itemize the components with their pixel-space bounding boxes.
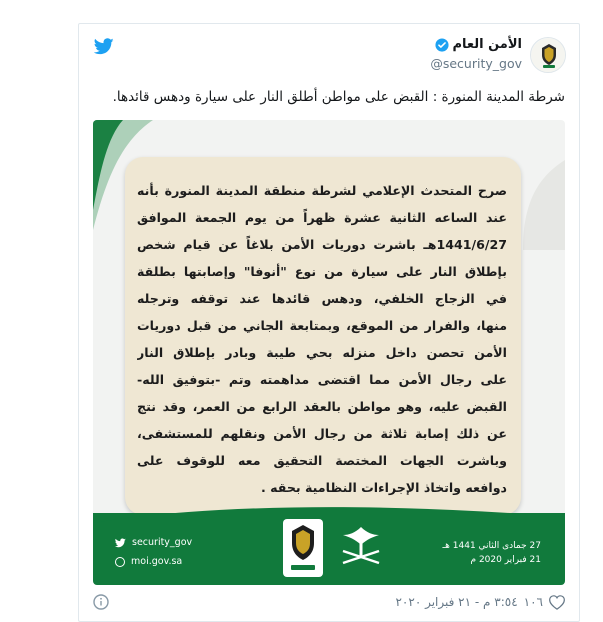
account-name[interactable]: الأمن العام (452, 37, 522, 52)
ministry-emblem (335, 523, 387, 573)
statement-line: على رجال الأمن مما اقتضى مداهمته وتم -بتوفيق الله- (137, 372, 507, 387)
footer-social-handle: security_gov (132, 537, 193, 548)
statement-line: القبض عليه، وهو مواطن بالعقد الرابع من العمر، وقد نتج (137, 399, 507, 414)
footer-social-row (115, 533, 192, 552)
heart-icon[interactable] (549, 595, 565, 610)
footer-dates (443, 539, 541, 567)
statement-line: 1441/6/27هـ باشرت دوريات الأمن بلاغاً عن قيام شخص (137, 237, 507, 252)
security-emblem-icon (531, 38, 566, 73)
tweet-text: شرطة المدينة المنورة : القبض على مواطن أطلق النار على سيارة ودهس قائدها. (112, 89, 565, 105)
avatar[interactable] (530, 37, 566, 73)
statement-line: منها، والفرار من الموقع، وبمتابعة الجاني من قبل دوريات (137, 318, 507, 333)
twitter-small-icon (115, 538, 126, 548)
footer-website: moi.gov.sa (131, 556, 183, 567)
verified-badge-icon (435, 38, 449, 52)
like-count[interactable]: ١٠٦ (523, 595, 543, 609)
statement-line: عن ذلك إصابة ثلاثة من رجال الأمن ونقلهم للمستشفى، (137, 426, 507, 441)
tweet-image[interactable] (93, 120, 565, 585)
footer-website-row (115, 552, 192, 571)
palm-swords-icon (335, 523, 387, 573)
statement-line: في الزجاج الخلفي، ودهس قائدها عند توقفه وترجله (137, 291, 507, 306)
info-icon[interactable] (93, 594, 109, 610)
tweet-card (78, 23, 580, 622)
statement-panel (125, 157, 521, 515)
like-and-time (395, 595, 565, 610)
footer-contacts (115, 533, 192, 571)
footer-logos (283, 515, 387, 577)
tweet-header (79, 24, 579, 84)
statement-line: عند الساعه الثانية عشرة ظهراً من يوم الجمعة الموافق (137, 210, 507, 225)
twitter-bird-icon[interactable] (94, 38, 114, 55)
globe-icon (115, 557, 125, 567)
gregorian-date: 21 فبراير 2020 م (470, 555, 541, 565)
statement-line: الأمن تحصن داخل منزله بحي طيبة وبادر بإطلاق النار (137, 345, 507, 360)
statement-line: صرح المتحدث الإعلامي لشرطة منطقة المدينة المنورة بأنه (137, 183, 507, 198)
statement-line: بإطلاق النار على سيارة من نوع "أنوفا" وإصابتها بطلقة (137, 264, 507, 279)
account-name-line[interactable] (435, 37, 523, 52)
tweet-actions (93, 590, 565, 614)
tweet-timestamp[interactable]: ٣:٥٤ م - ٢١ فبراير ٢٠٢٠ (395, 595, 518, 609)
statement-line: دوافعه واتخاذ الإجراءات النظامية بحقه . (260, 480, 507, 495)
security-shield-icon (283, 519, 323, 577)
account-handle[interactable]: @security_gov (430, 56, 522, 71)
public-security-logo (283, 519, 323, 577)
image-footer-band (93, 513, 565, 585)
hijri-date: 27 جمادى الثاني 1441 هـ (442, 541, 541, 551)
statement-line: وباشرت الجهات المختصة التحقيق معه للوقوف على (137, 453, 507, 468)
